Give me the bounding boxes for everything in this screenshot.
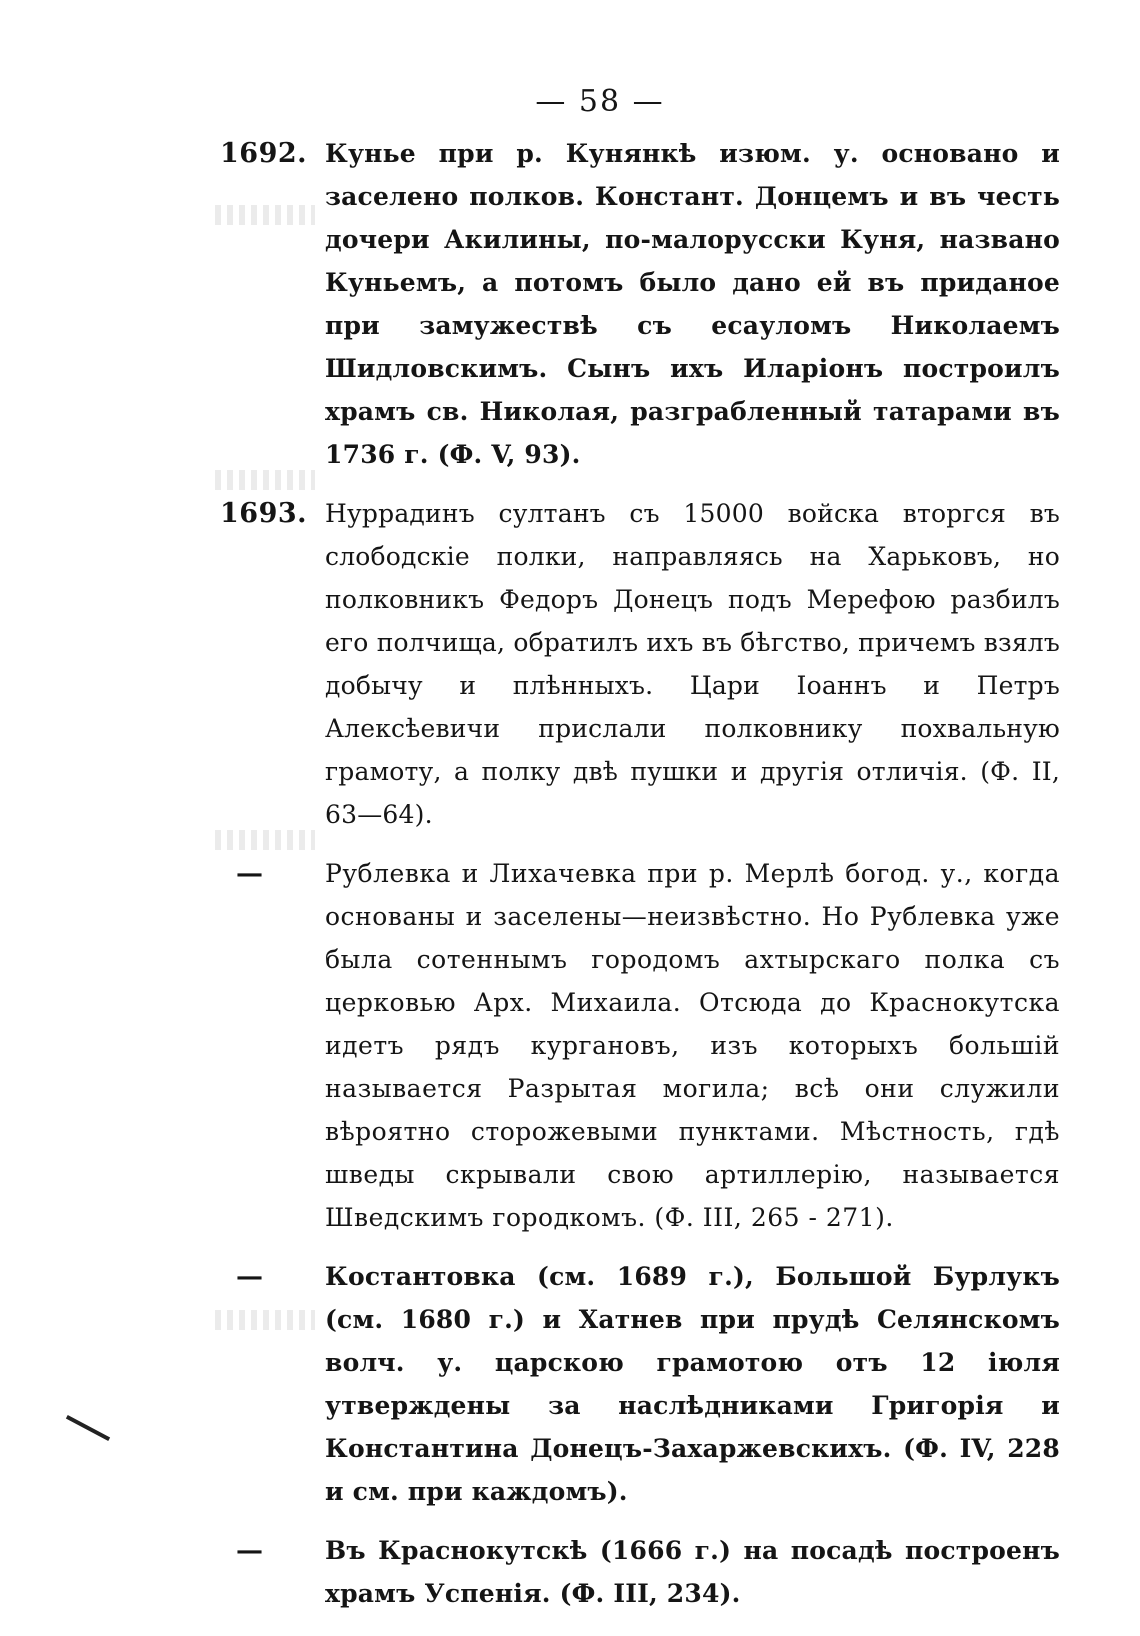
entry-year: 1693. — [220, 498, 308, 529]
page-number: — 58 — — [535, 84, 665, 119]
chronicle-entry — [220, 1255, 1060, 1513]
entry-text: Въ Краснокутскѣ (1666 г.) на посадѣ построенъ храмъ Успенія. (Ф. III, 234). — [325, 1536, 1060, 1608]
entry-dash: — — [236, 1535, 264, 1566]
entry-dash: — — [236, 1261, 264, 1292]
chronicle-entry — [220, 132, 1060, 476]
entry-text: Рублевка и Лихачевка при р. Мерлѣ богод. у., когда основаны и заселены—неизвѣстно. Но Рублевка уже была сотеннымъ городомъ ахтырскаго полка съ церковью Арх. Михаила. Отсюда до Краснокутска идетъ рядъ кургановъ, изъ которыхъ большій называется Разрытая могила; всѣ они служили вѣроятно сторожевыми пунктами. Мѣстность, гдѣ шведы скрывали свою артиллерію, называется Шведскимъ городкомъ. (Ф. III, 265 - 271). — [325, 859, 1060, 1232]
entry-year: 1692. — [220, 138, 308, 169]
entry-text: Нуррадинъ султанъ съ 15000 войска вторгся въ слободскіе полки, направляясь на Харьковъ, но полковникъ Федоръ Донецъ подъ Мерефою разбилъ его полчища, обратилъ ихъ въ бѣгство, причемъ взялъ добычу и плѣнныхъ. Цари Іоаннъ и Петръ Алексѣевичи прислали полковнику похвальную грамоту, а полку двѣ пушки и другія отличія. (Ф. II, 63—64). — [325, 499, 1060, 829]
entry-text: Кунье при р. Кунянкѣ изюм. у. основано и заселено полков. Констант. Донцемъ и въ честь дочери Акилины, по-малорусски Куня, названо Куньемъ, а потомъ было дано ей въ приданое при замужествѣ съ есауломъ Николаемъ Шидловскимъ. Сынъ ихъ Иларіонъ построилъ храмъ св. Николая, разграбленный татарами въ 1736 г. (Ф. V, 93). — [325, 139, 1060, 469]
chronicle-entry — [220, 1529, 1060, 1615]
stray-ink-mark — [66, 1415, 110, 1441]
chronicle-entry — [220, 852, 1060, 1239]
entry-dash: — — [236, 858, 264, 889]
chronicle-entry — [220, 492, 1060, 836]
entry-text: Костантовка (см. 1689 г.), Большой Бурлукъ (см. 1680 г.) и Хатнев при прудѣ Селянскомъ волч. у. царскою грамотою отъ 12 іюля утверждены за наслѣдниками Григорія и Константина Донецъ-Захаржевскихъ. (Ф. IV, 228 и см. при каждомъ). — [325, 1262, 1060, 1506]
chronicle-entries — [220, 132, 1060, 1631]
